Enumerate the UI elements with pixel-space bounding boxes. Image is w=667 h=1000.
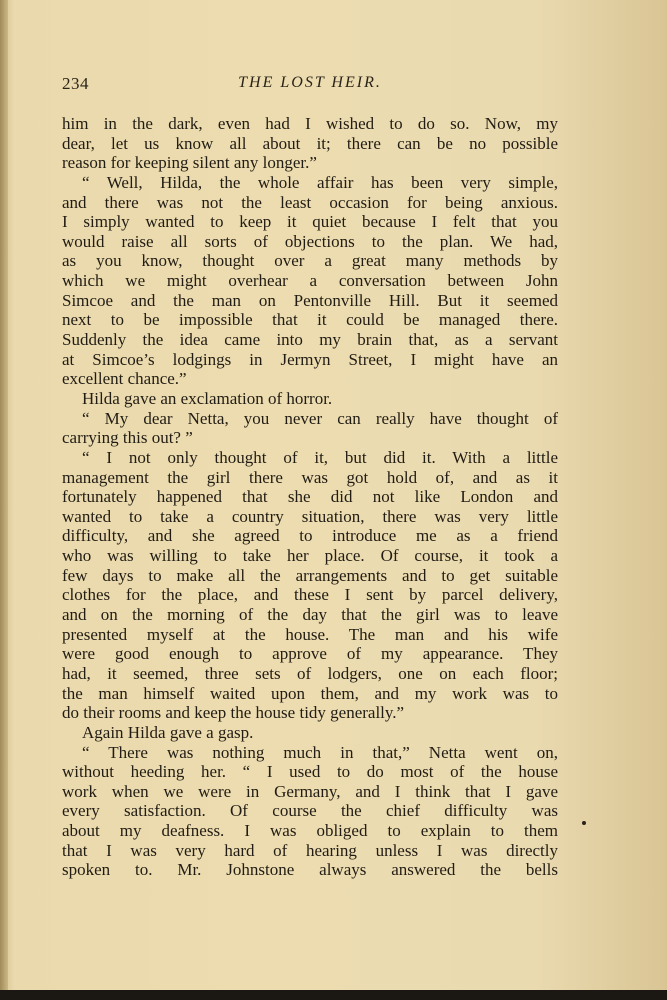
- page-number: 234: [62, 74, 89, 93]
- text-line: him in the dark, even had I wished to do so. Now, my: [62, 114, 558, 133]
- text-line: next to be impossible that it could be managed there.: [62, 310, 558, 330]
- text-line: and there was not the least occasion for being anxious.: [62, 192, 558, 212]
- text-line: work when we were in Germany, and I think that I gave: [62, 781, 558, 801]
- page-header: [62, 74, 558, 98]
- text-line: reason for keeping silent any longer.”: [62, 153, 317, 173]
- text-line: the man himself waited upon them, and my work was to: [62, 683, 558, 703]
- text-line: “ My dear Netta, you never can really have thought of: [82, 408, 558, 428]
- text-line: and on the morning of the day that the girl was to leave: [62, 605, 558, 625]
- page-bottom-edge: [0, 990, 667, 1000]
- text-line: spoken to. Mr. Johnstone always answered the bells: [62, 860, 558, 880]
- text-line: had, it seemed, three sets of lodgers, one on each floor;: [62, 663, 558, 683]
- text-line: excellent chance.”: [62, 369, 187, 389]
- text-line: would raise all sorts of objections to the plan. We had,: [62, 231, 558, 251]
- text-line: fortunately happened that she did not like London and: [62, 487, 558, 507]
- text-line: which we might overhear a conversation between John: [62, 271, 558, 291]
- text-line: Hilda gave an exclamation of horror.: [82, 388, 333, 408]
- text-line: that I was very hard of hearing unless I was directly: [62, 840, 558, 860]
- text-line: “ There was nothing much in that,” Netta went on,: [82, 742, 558, 762]
- running-title: THE LOST HEIR.: [238, 74, 382, 91]
- text-line: about my deafness. I was obliged to explain to them: [62, 821, 558, 841]
- body-text: [62, 114, 558, 880]
- text-line: difficulty, and she agreed to introduce me as a friend: [62, 526, 558, 546]
- ink-speck: [582, 821, 586, 825]
- text-line: few days to make all the arrangements and to get suitable: [62, 565, 558, 585]
- text-line: clothes for the place, and these I sent by parcel delivery,: [62, 585, 558, 605]
- text-line: do their rooms and keep the house tidy generally.”: [62, 703, 405, 723]
- text-line: dear, let us know all about it; there can be no possible: [62, 133, 558, 153]
- text-line: “ I not only thought of it, but did it. With a little: [82, 447, 558, 467]
- page-gutter: [0, 0, 8, 1000]
- text-line: “ Well, Hilda, the whole affair has been very simple,: [82, 172, 558, 192]
- text-line: I simply wanted to keep it quiet because I felt that you: [62, 212, 558, 232]
- text-line: presented myself at the house. The man and his wife: [62, 624, 558, 644]
- text-line: carrying this out? ”: [62, 428, 193, 448]
- text-line: every satisfaction. Of course the chief difficulty was: [62, 801, 558, 821]
- text-line: management the girl there was got hold of, and as it: [62, 467, 558, 487]
- text-line: wanted to take a country situation, there was very little: [62, 506, 558, 526]
- text-line: Suddenly the idea came into my brain that, as a servant: [62, 330, 558, 350]
- text-line: as you know, thought over a great many methods by: [62, 251, 558, 271]
- text-line: Again Hilda gave a gasp.: [82, 722, 254, 742]
- text-line: Simcoe and the man on Pentonville Hill. But it seemed: [62, 290, 558, 310]
- text-line: at Simcoe’s lodgings in Jermyn Street, I might have an: [62, 349, 558, 369]
- text-line: were good enough to approve of my appearance. They: [62, 644, 558, 664]
- text-line: who was willing to take her place. Of course, it took a: [62, 546, 558, 566]
- text-line: without heeding her. “ I used to do most of the house: [62, 762, 558, 782]
